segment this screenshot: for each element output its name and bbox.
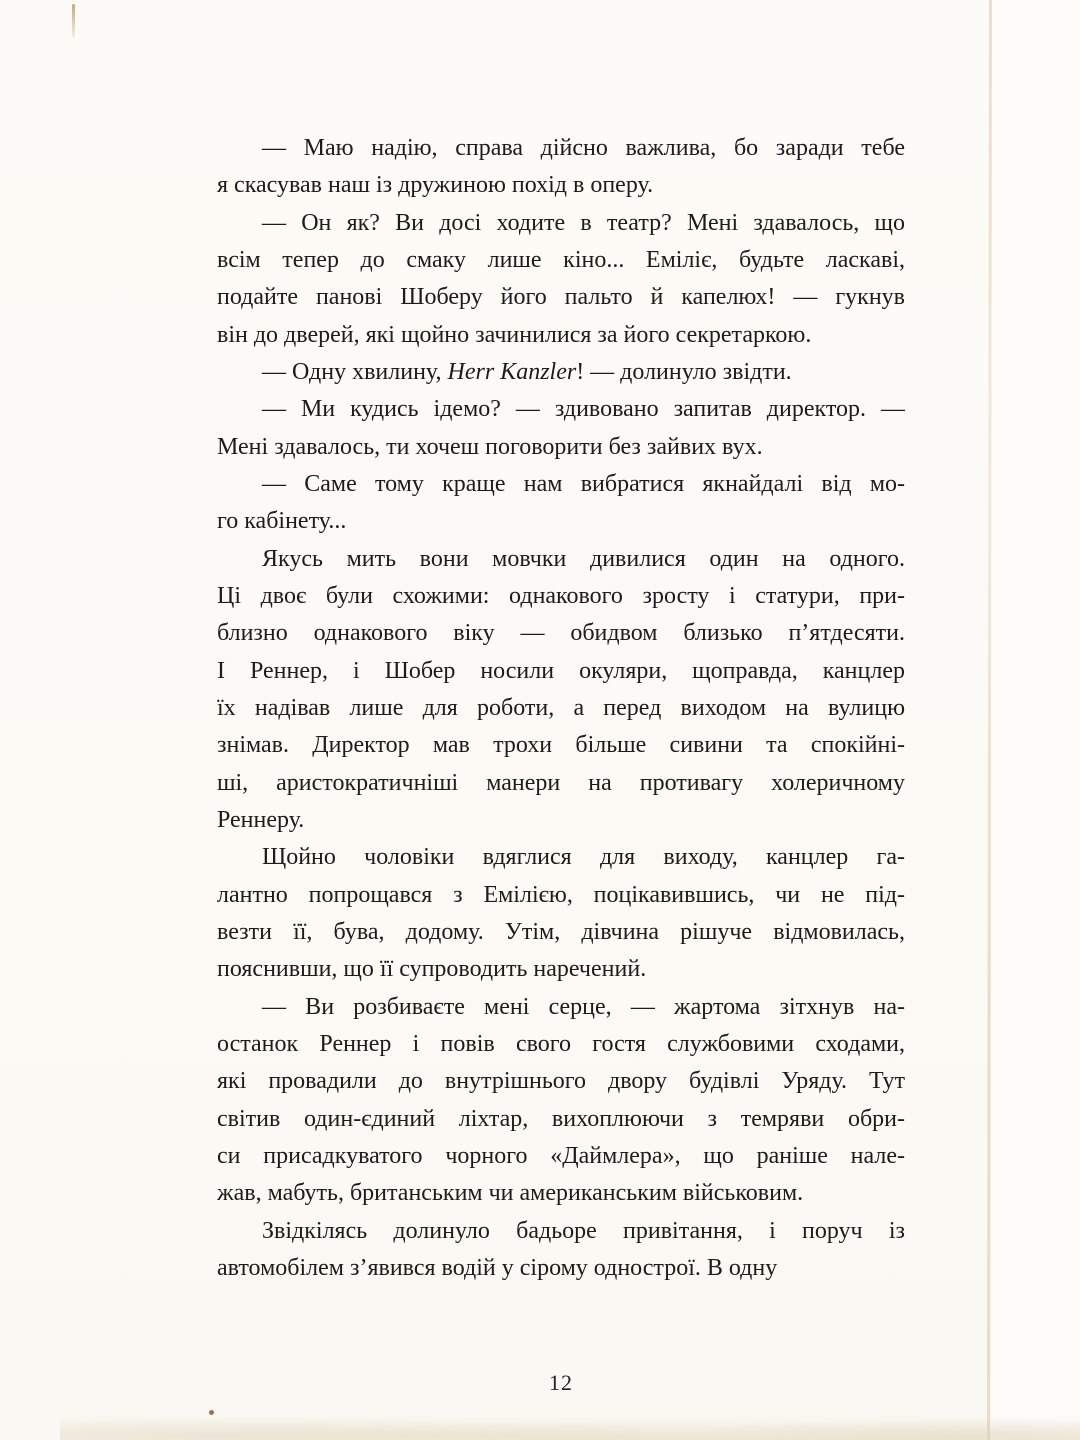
paragraph [217,1213,905,1288]
scan-artifact-dot [209,1410,214,1415]
text-line: близно однакового віку — обидвом близько п’ятдесяти. [217,620,905,647]
text-line: лантно попрощався з Емілією, поцікавившись, чи не під- [217,881,905,908]
page-number: 12 [549,1370,573,1395]
text-line: які провадили до внутрішнього двору будівлі Уряду. Тут [217,1068,905,1095]
text-line: — Ви розбиваєте мені серце, — жартома зітхнув на- [262,993,905,1020]
text-line: світив один-єдиний ліхтар, вихоплюючи з темряви обри- [217,1105,905,1132]
paragraph [217,989,905,1213]
page-edge-margin [991,0,1080,1440]
text-line: він до дверей, які щойно зачинилися за його секретаркою. [217,321,812,348]
text-line: го кабінету... [217,508,347,535]
paragraph [217,205,905,354]
text-line: — Он як? Ви досі ходите в театр? Мені здавалось, що [262,209,905,236]
text-line: Ці двоє були схожими: однакового зросту і статури, при- [217,582,905,609]
text-line: жав, мабуть, британським чи американським військовим. [217,1180,804,1207]
text-line: всім тепер до смаку лише кіно... Еміліє, будьте ласкаві, [217,246,905,273]
paragraph [217,354,905,391]
text-line: Звідкілясь долинуло бадьоре привітання, і поруч із [262,1217,905,1244]
paragraph [217,466,905,541]
text-line: автомобілем з’явився водій у сірому однострої. В одну [217,1254,778,1281]
paragraph [217,130,905,205]
text-line: пояснивши, що її супроводить наречений. [217,956,647,983]
text-line: — Ми кудись ідемо? — здивовано запитав директор. — [262,396,905,423]
text-line: Мені здавалось, ти хочеш поговорити без зайвих вух. [217,433,763,460]
text-line: си присадкуватого чорного «Даймлера», що раніше нале- [217,1142,905,1169]
body-text-block [217,130,905,1287]
text-line: подайте панові Шоберу його пальто й капелюх! — гукнув [217,284,905,311]
paragraph [217,541,905,840]
text-line: — Саме тому краще нам вибратися якнайдалі від мо- [262,470,905,497]
text-line: останок Реннер і повів свого гостя службовими сходами, [217,1030,905,1057]
scan-artifact-bottom-smudge [60,1414,1080,1440]
paragraph [217,391,905,466]
text-line: І Реннер, і Шобер носили окуляри, щоправда, канцлер [217,657,905,684]
paragraph [217,839,905,988]
text-line: я скасував наш із дружиною похід в оперу. [217,172,654,199]
text-line: — Маю надію, справа дійсно важлива, бо заради тебе [262,135,905,161]
text-line: Якусь мить вони мовчки дивилися один на одного. [262,545,905,572]
text-line: — Одну хвилину, Herr Kanzler! — долинуло звідти. [262,358,792,385]
text-line: Щойно чоловіки вдяглися для виходу, канцлер га- [262,844,905,871]
text-line: їх надівав лише для роботи, а перед виходом на вулицю [217,694,905,721]
text-line: везти її, бува, додому. Утім, дівчина рішуче відмовилась, [217,918,905,945]
scan-artifact-top-mark [72,4,75,38]
text-line: знімав. Директор мав трохи більше сивини та спокійні- [217,732,905,759]
text-line: Реннеру. [217,806,305,833]
text-line: ші, аристократичніші манери на противагу холеричному [217,769,905,796]
